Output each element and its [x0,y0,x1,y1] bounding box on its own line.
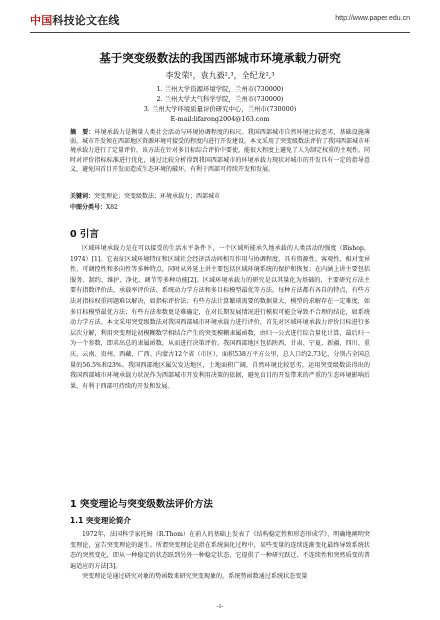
clc-label: 中图分类号： [70,204,107,211]
logo-china-text: 中国 [30,14,53,27]
paper-title: 基于突变级数法的我国西部城市环境承载力研究 [99,51,341,65]
clc-value: X82 [106,204,118,211]
paper-authors: 李发荣¹，袁九毅²,³，全纪龙²,³ [165,71,275,80]
author-email[interactable]: E-mail:lifarong2004@163.com [170,115,270,123]
paragraph: 突变理论是通过研究对象的势函数来研究突变现象的。系统势函数通过系统状态变量 [82,573,308,581]
page-header [30,10,410,32]
affiliation-line: 2. 兰州大学大气科学学院，兰州市(730000) [156,95,284,103]
page-number: -1- [216,604,224,610]
keywords-label: 关键词： [70,193,95,200]
keywords-text: 突变理论；突变级数法；环境承载力；西部城市 [94,193,221,200]
logo-name-text: 科技论文在线 [52,14,120,27]
abstract [70,128,370,174]
abstract-text: 环境承载力是衡量人类社会活动与环境协调程度的标尺。我国西部城市自然环境比较恶劣，基础设施薄弱，城市开发须在西部地区资源环境可接受的程度内进行开发建设。本文采用了突变级数法评价了我国西部城市环境承载力进行了定量评价，该方法在针对多目标综合评价中要使，能很大程度上避免了人为制定权重的主观性。同时对评价指标标准进行优化，通过比较分析得到我国西部城市的环境承载力现状对城市的开发具有一定的指导意义，避免国首目开发而造成生态环境的破坏，有利于西部可持续开发和发展。 [70,129,371,173]
section-heading-intro: 0 引言 [70,229,99,240]
header-divider [30,32,410,33]
site-logo[interactable] [30,12,120,28]
affiliations [30,84,410,124]
intro-body [70,244,370,392]
affiliation-line: 1. 兰州大学资源环境学院，兰州市(730000) [156,85,284,93]
keywords [70,192,370,201]
header-url[interactable]: http://www.paper.edu.cn [335,15,410,22]
abstract-label: 摘 要： [70,129,95,136]
classification-number [70,202,118,211]
subsection-heading-1-1: 1.1 突变理论简介 [70,516,131,525]
paragraph: 区域环境承载力是在可以接受的生活水平条件下，一个区域所能承久地承载的人类活动的强度（Bishop，1974）[1]。它表征区域环境特征和区域社会经济活动间相互作用与协调程度，具有资源性、客观性、相对变异性、可调控性和多向性等多种特点，同时从外延上讲主要包括区域环境系统的保护和恢复；在内涵上讲主要包括服务、制约、维护、净化、调节等多种功能[2]。区域环境承载力的研究是以其量化为基础的，主要研究方法主要有指数评价法、承载率评价法、系统动力学方法和多目标模型最优等方法。每种方法都有各自的特点，有些方法对指标权重问题难以解决，如指标评价法；有些方法计算繁琐需要的数据量大，模型的求解存在一定难度，如多目标模型最优方法；有些方法参数更是难确定，在对长期发展情况进行模拟可能会导致不合理的结论，如系统动力学方法。本文采用突变级数法对我国西部城市环境承载力进行评价，首先对区域环境承载力评价目标进行多层次分解，利用突变理论初模糊数学相结合产生的突变模糊隶属函数，由归一公式进行综合量化计算，最后归一为一个参数，即求出总的隶属函数，从而进行决策评价。我国西部地区包括陕西、甘肃、宁夏、新疆、四川、重庆、云南、贵州、西藏、广西、内蒙古12个省（市区），面积538万平方公里，总人口约2.73亿，分别占全国总量的56.5%和23%。我国西部地区属欠发达地区，土地面积广阔，自然环境比较恶劣，运用突变级数法得出的我国西部城市环境承载力状况作为西部城市开发利用决策的依据，避免盲目的开发带来的严重的生态环境影响后果，有利于西部可持续的开发和发展。 [70,245,370,390]
section-1-1-body [70,530,370,583]
affiliation-line: 3. 兰州大学环境质量评价研究中心，兰州市(730000) [143,105,297,113]
paragraph: 1972年，法国科学家托姆（R.Thom）在前人的基础上发表了《结构稳定性和形态形成学》，明确地阐明突变理论，宣告突变理论的诞生。所谓突变理论是指在系统演化过程中，某些变量的连续连渐变化最终导致系统状态的突然变化，即从一种稳定的状态跃到另外一种稳定状态，它提供了一种研究跃迁、不连续性和突然质变的普遍适应的方法[3]。 [70,531,370,570]
section-heading-1: 1 突变理论与突变级数法评价方法 [70,499,213,510]
